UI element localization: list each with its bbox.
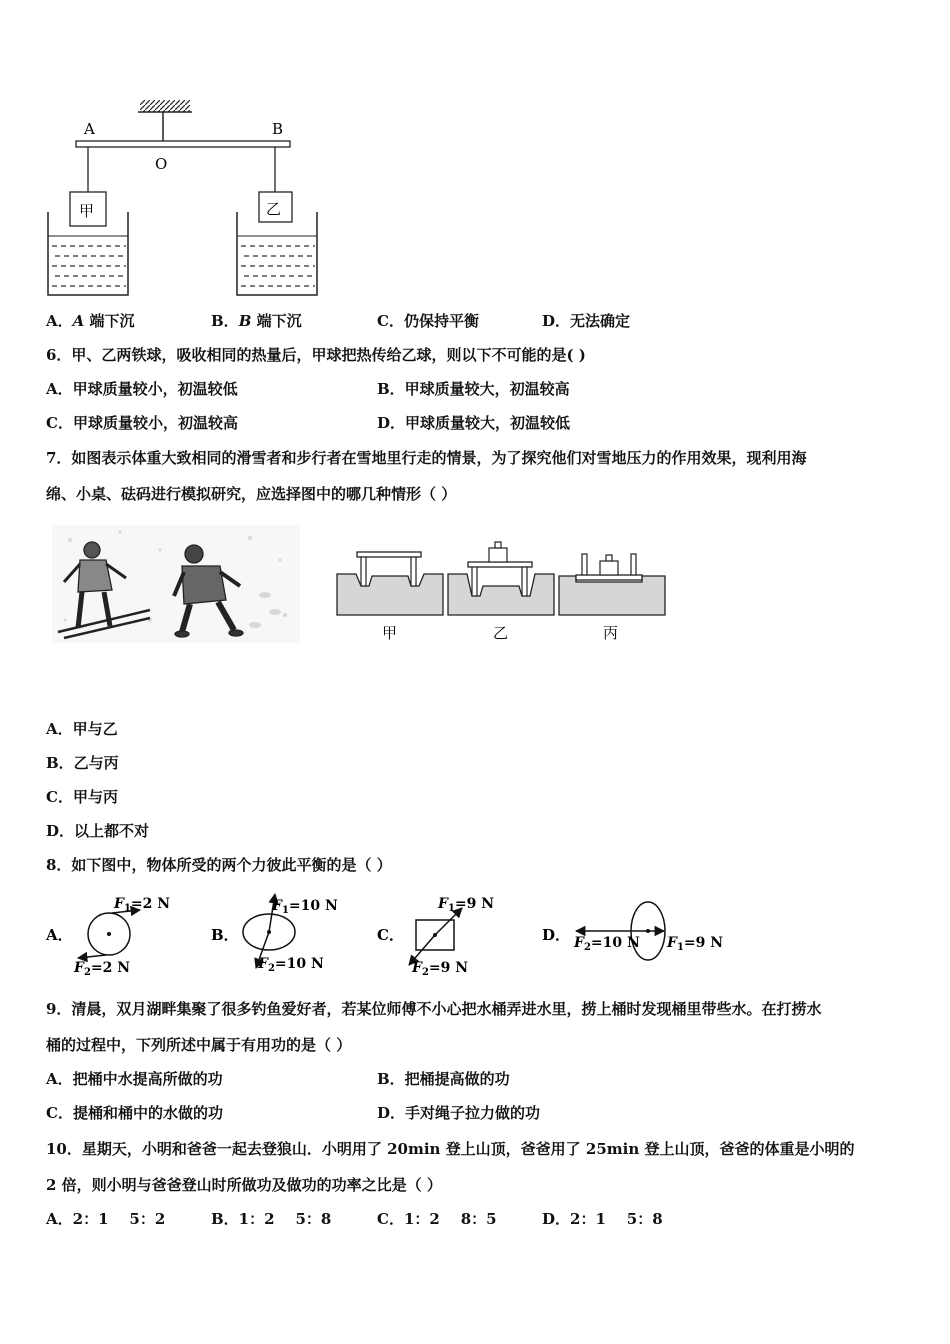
- q8-diagram-a: [73, 896, 170, 978]
- q7-option-a[interactable]: A．甲与乙: [46, 720, 118, 738]
- label-b: B: [272, 120, 284, 138]
- q5-option-d[interactable]: D．无法确定: [542, 312, 631, 330]
- label-bing: 丙: [603, 624, 619, 642]
- svg-text:F2=10 N: $F_2=10$ N: [258, 956, 324, 974]
- snow-scene-image: [52, 525, 300, 643]
- q10-option-b[interactable]: B．1：2 5：8: [211, 1210, 332, 1228]
- q6-stem: 6．甲、乙两铁球，吸收相同的热量后，甲球把热传给乙球，则以下不可能的是( ): [46, 346, 586, 364]
- label-yi: 乙: [493, 624, 509, 642]
- label-a: A: [84, 120, 95, 138]
- beaker-right: [237, 212, 317, 295]
- q6-option-c[interactable]: C．甲球质量较小，初温较高: [46, 414, 238, 432]
- svg-text:F2=2 N: $F_2=2$ N: [74, 960, 131, 978]
- q8-diagram-d: [573, 902, 723, 960]
- q8-option-a-key[interactable]: A．: [46, 926, 73, 944]
- q9-option-d[interactable]: D．手对绳子拉力做的功: [377, 1104, 541, 1122]
- q8-option-b-key[interactable]: B．: [211, 926, 239, 944]
- q5-lever-figure: [0, 0, 950, 320]
- q9-option-c[interactable]: C．提桶和桶中的水做的功: [46, 1104, 223, 1122]
- q10-stem-line2: 2 倍，则小明与爸爸登山时所做功及做功的功率之比是（ ）: [46, 1176, 442, 1194]
- q7-stem-line2: 绵、小桌、砝码进行模拟研究，应选择图中的哪几种情形（ ）: [46, 485, 457, 503]
- q10-stem-line1: 10．星期天，小明和爸爸一起去登狼山．小明用了 20min 登上山顶，爸爸用了 25min 登上山顶，爸爸的体重是小明的: [46, 1140, 855, 1158]
- lever-bar: [76, 141, 290, 147]
- q6-option-b[interactable]: B．甲球质量较大，初温较高: [377, 380, 570, 398]
- q7-stem-line1: 7．如图表示体重大致相同的滑雪者和步行者在雪地里行走的情景，为了探究他们对雪地压力的作用效果，现利用海: [46, 449, 807, 467]
- q8-stem: 8．如下图中，物体所受的两个力彼此平衡的是（ ）: [46, 856, 392, 874]
- sponge-yi: [448, 542, 554, 615]
- q5-option-c[interactable]: C．仍保持平衡: [377, 312, 479, 330]
- q7-option-d[interactable]: D．以上都不对: [46, 822, 150, 840]
- label-o: O: [155, 155, 168, 173]
- q5-option-b[interactable]: B．B 端下沉: [211, 312, 302, 330]
- q10-option-c[interactable]: C．1：2 8：5: [377, 1210, 497, 1228]
- q9-option-a[interactable]: A．把桶中水提高所做的功: [46, 1070, 223, 1088]
- q6-option-a[interactable]: A．甲球质量较小，初温较低: [46, 380, 238, 398]
- ceiling-support: [138, 100, 192, 142]
- svg-text:F2=10 N: $F_2=10$ N: [574, 935, 640, 953]
- label-jia: 甲: [382, 624, 398, 642]
- q5-option-a[interactable]: A．A 端下沉: [46, 312, 135, 330]
- svg-text:F1=9 N: $F_1=9$ N: [438, 896, 495, 914]
- q7-option-b[interactable]: B．乙与丙: [46, 754, 119, 772]
- svg-text:F1=10 N: $F_1=10$ N: [272, 898, 338, 916]
- svg-text:F1=9 N: $F_1=9$ N: [667, 935, 724, 953]
- q7-figure: [0, 520, 950, 650]
- svg-text:F2=9 N: $F_2=9$ N: [412, 960, 469, 978]
- q8-force-diagrams: [0, 888, 950, 978]
- block-yi-label: 乙: [266, 200, 282, 218]
- q10-option-d[interactable]: D．2：1 5：8: [542, 1210, 663, 1228]
- q9-stem-line1: 9．清晨，双月湖畔集聚了很多钓鱼爱好者，若某位师傅不小心把水桶弄进水里，捞上桶时发现桶里带些水。在打捞水: [46, 1000, 822, 1018]
- q8-diagram-b: [243, 894, 338, 974]
- q8-option-c-key[interactable]: C．: [377, 926, 404, 944]
- q7-option-c[interactable]: C．甲与丙: [46, 788, 118, 806]
- q9-stem-line2: 桶的过程中，下列所述中属于有用功的是（ ）: [46, 1036, 352, 1054]
- q8-option-d-key[interactable]: D．: [542, 926, 571, 944]
- q8-diagram-c: [409, 896, 494, 978]
- sponge-bing: [559, 554, 665, 615]
- block-jia-label: 甲: [79, 202, 95, 220]
- sponge-jia: [337, 552, 443, 615]
- svg-text:F1=2 N: $F_1=2$ N: [114, 896, 171, 914]
- q9-option-b[interactable]: B．把桶提高做的功: [377, 1070, 510, 1088]
- q10-option-a[interactable]: A．2：1 5：2: [46, 1210, 166, 1228]
- q6-option-d[interactable]: D．甲球质量较大，初温较低: [377, 414, 571, 432]
